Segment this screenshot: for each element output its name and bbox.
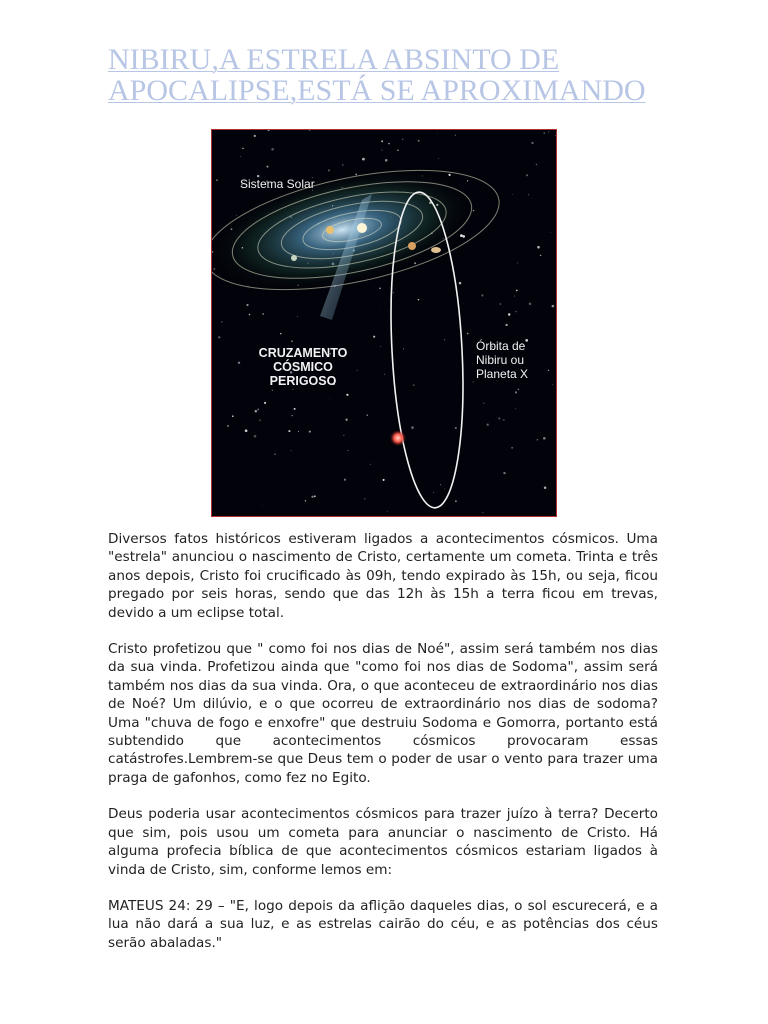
star [271, 148, 274, 151]
star [381, 149, 382, 150]
star [448, 174, 450, 176]
star [444, 488, 445, 489]
star [272, 390, 273, 391]
star [267, 166, 269, 168]
star [257, 408, 259, 410]
star [544, 487, 547, 490]
star [455, 135, 456, 136]
star [505, 324, 507, 326]
star [309, 431, 311, 433]
star [433, 492, 434, 493]
star [343, 435, 344, 436]
star [411, 426, 414, 429]
star [249, 314, 251, 316]
star [552, 384, 553, 385]
star [364, 498, 365, 499]
paragraph: Deus poderia usar acontecimentos cósmicos para trazer juízo à terra? Decerto que sim, pois usou um cometa para anunciar o nascimento de Cristo. Há alguma profecia bíblica de que acontecimentos cósmicos estariam ligados à vinda de Cristo, sim, conforme lemos em: [108, 806, 658, 878]
label-line: Planeta X [476, 367, 529, 381]
star [552, 305, 555, 308]
sun-icon [357, 223, 367, 233]
star [262, 505, 263, 506]
star [218, 336, 220, 338]
label-line: CÓSMICO [273, 360, 333, 374]
star [528, 194, 529, 195]
star [240, 156, 241, 157]
star [418, 140, 420, 142]
star [227, 425, 229, 427]
star [483, 403, 484, 404]
star [262, 313, 264, 315]
star [526, 174, 528, 176]
star [238, 362, 240, 364]
star [305, 500, 307, 502]
label-cosmic-crossing [250, 346, 356, 388]
star [540, 255, 542, 257]
star [383, 479, 385, 481]
star [531, 142, 533, 144]
star [467, 333, 469, 335]
star [514, 296, 515, 297]
star [403, 348, 404, 349]
star [473, 382, 474, 383]
star [291, 415, 292, 416]
star [387, 511, 388, 512]
star [548, 370, 549, 371]
star [402, 139, 403, 140]
star [298, 431, 299, 432]
star [216, 180, 217, 181]
star [543, 132, 545, 134]
star [517, 262, 518, 263]
label-solar-system: Sistema Solar [240, 177, 315, 191]
star [487, 424, 489, 426]
star [291, 341, 292, 342]
star [498, 417, 500, 419]
star [418, 299, 419, 300]
star [380, 346, 381, 347]
star [516, 290, 518, 292]
star [515, 408, 516, 409]
label-line: CRUZAMENTO [258, 346, 348, 360]
star [515, 391, 517, 393]
star [246, 304, 248, 306]
star [537, 246, 540, 249]
star [455, 427, 457, 429]
star [413, 384, 415, 386]
star [508, 313, 510, 315]
planet-icon [326, 226, 334, 234]
star [280, 333, 281, 334]
quote-text: – "E, logo depois da aflição daqueles dias, o sol escurecerá, e a lua não dará a sua luz, e as estrelas cairão do céu, e as potências dos céus serão abaladas." [108, 897, 658, 951]
star [245, 429, 248, 432]
star [459, 282, 462, 285]
star [555, 135, 556, 136]
star [516, 311, 517, 312]
star [373, 336, 375, 338]
star [388, 143, 389, 144]
star [513, 194, 514, 195]
star [467, 180, 468, 181]
star [379, 287, 381, 289]
star [288, 430, 290, 432]
star [393, 292, 394, 293]
solar-system-illustration [211, 129, 557, 517]
bible-quote [108, 897, 658, 952]
star [529, 302, 532, 305]
star [264, 402, 266, 404]
star [232, 415, 234, 417]
star [548, 132, 549, 133]
star [255, 410, 257, 412]
paragraph: Diversos fatos históricos estiveram ligados a acontecimentos cósmicos. Uma "estrela" anunciou o nascimento de Cristo, certamente um cometa. Trinta e três anos depois, Cristo foi crucificado às 09h, tendo expirado às 15h, ou seja, ficou pregado por seis horas, sendo que das 12h às 15h a terra ficou em trevas, devido a um eclipse total. [108, 531, 658, 621]
star [291, 450, 292, 451]
star [328, 169, 330, 171]
star [344, 479, 346, 481]
star [455, 500, 457, 502]
star [221, 321, 223, 323]
star [357, 370, 358, 371]
star [274, 453, 275, 454]
star [503, 419, 505, 421]
star [500, 303, 502, 305]
star [381, 140, 383, 142]
page-title[interactable]: NIBIRU,A ESTRELA ABSINTO DE APOCALIPSE,ESTÁ SE APROXIMANDO [108, 43, 646, 107]
star [348, 450, 349, 451]
star [254, 435, 257, 438]
star [460, 234, 463, 237]
star [384, 374, 385, 375]
star [518, 389, 519, 390]
star [367, 415, 368, 416]
quote-reference: MATEUS 24: 29 [108, 897, 213, 914]
star [292, 389, 293, 390]
star [481, 294, 483, 296]
star [503, 472, 505, 474]
star [254, 135, 256, 137]
star [346, 394, 348, 396]
star [397, 149, 399, 151]
star [329, 398, 330, 399]
star [440, 484, 441, 485]
star [314, 495, 316, 497]
star [537, 439, 539, 441]
star [362, 158, 365, 161]
star [311, 496, 313, 498]
label-line: Órbita de [476, 339, 526, 353]
star [511, 447, 512, 448]
star [444, 339, 445, 340]
label-line: Nibiru ou [476, 353, 525, 367]
star [482, 512, 483, 513]
star [370, 464, 371, 465]
planet-icon [291, 255, 297, 261]
star [297, 316, 298, 317]
star [550, 232, 551, 233]
star [345, 419, 347, 421]
star [437, 133, 438, 134]
planet-icon [408, 242, 416, 250]
nibiru-planet-icon [390, 430, 406, 446]
saturn-icon [431, 247, 441, 253]
label-line: PERIGOSO [269, 374, 337, 388]
star [342, 164, 344, 166]
star [536, 164, 537, 165]
star [385, 159, 388, 162]
star [379, 307, 380, 308]
article-body [108, 530, 658, 970]
star [259, 420, 260, 421]
star [294, 408, 296, 410]
label-nibiru-orbit [476, 339, 528, 381]
star [242, 148, 244, 150]
paragraph: Cristo profetizou que " como foi nos dias de Noé", assim será também nos dias da sua vinda. Profetizou ainda que "como foi nos dias de Sodoma", assim será também nos dias da sua vinda. Ora, o que aconteceu de extraordinário nos dias de Noé? Um dilúvio, e o que ocorreu de extraordinário nos dias de sodoma? Uma "chuva de fogo e enxofre" que destruiu Sodoma e Gomorra, portanto está subtendido que acontecimentos cósmicos provocaram essas catástrofes.Lembrem-se que Deus tem o poder de usar o vento para trazer uma praga de gafonhos, como fez no Egito. [108, 641, 658, 786]
star [438, 158, 439, 159]
star [543, 437, 546, 440]
